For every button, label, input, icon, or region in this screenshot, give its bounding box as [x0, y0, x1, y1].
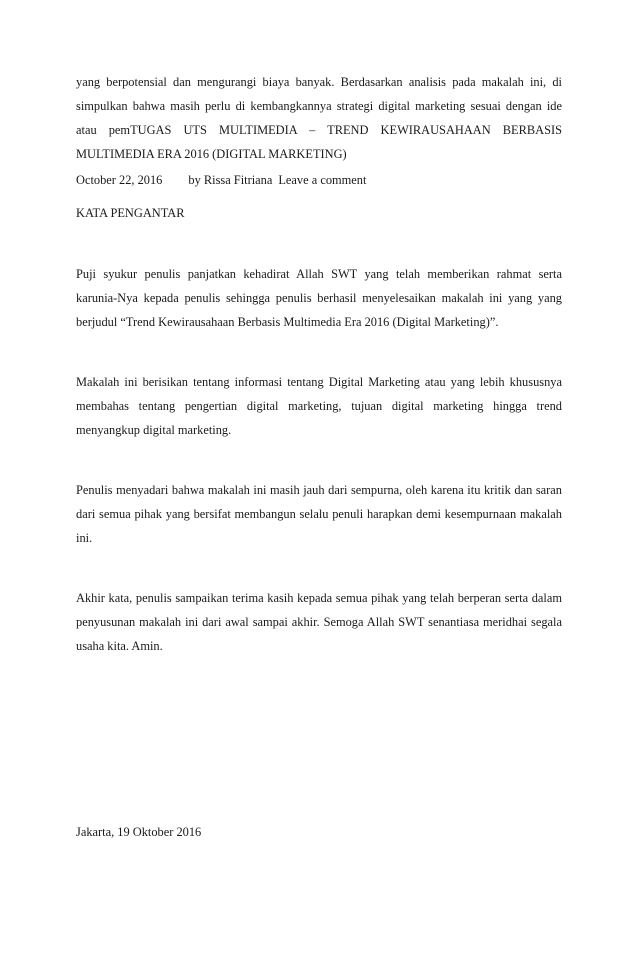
post-meta [76, 170, 366, 190]
intro-line: yang berpotensial dan mengurangi biaya banyak. Berdasarkan analisis pada makalah ini, di [76, 75, 562, 89]
body-paragraph [76, 262, 562, 334]
paragraph-line: Puji syukur penulis panjatkan kehadirat Allah SWT yang telah memberikan rahmat serta [76, 267, 562, 281]
closing-place-date: Jakarta, 19 Oktober 2016 [76, 825, 202, 839]
paragraph-line: karunia-Nya kepada penulis sehingga penulis berhasil menyelesaikan makalah ini yang yang [76, 291, 562, 305]
body-paragraph [76, 586, 562, 658]
body-paragraph [76, 478, 562, 550]
intro-paragraph [76, 70, 562, 166]
paragraph-line: Penulis menyadari bahwa makalah ini masih jauh dari sempurna, oleh karena itu kritik dan saran [76, 483, 562, 497]
paragraph-line: dari semua pihak yang bersifat membangun selalu penuli harapkan demi kesempurnaan makalah [76, 507, 562, 521]
paragraph-line: Makalah ini berisikan tentang informasi tentang Digital Marketing atau yang lebih khususnya [76, 375, 562, 389]
section-heading: KATA PENGANTAR [76, 206, 185, 220]
paragraph-line: Akhir kata, penulis sampaikan terima kasih kepada semua pihak yang telah berperan serta dalam [76, 591, 562, 605]
leave-comment-link[interactable]: Leave a comment [278, 173, 367, 187]
intro-line: MULTIMEDIA ERA 2016 (DIGITAL MARKETING) [76, 147, 347, 161]
paragraph-line: penyusunan makalah ini dari awal sampai akhir. Semoga Allah SWT senantiasa meridhai segala [76, 615, 562, 629]
post-date[interactable]: October 22, 2016 [76, 173, 163, 187]
paragraph-line: membahas tentang pengertian digital marketing, tujuan digital marketing hingga trend [76, 399, 562, 413]
paragraph-line: menyangkup digital marketing. [76, 423, 232, 437]
post-author[interactable]: by Rissa Fitriana [188, 173, 273, 187]
intro-line: simpulkan bahwa masih perlu di kembangkannya strategi digital marketing sesuai dengan ide [76, 99, 562, 113]
intro-line: atau pemTUGAS UTS MULTIMEDIA – TREND KEWIRAUSAHAAN BERBASIS [76, 123, 562, 137]
paragraph-line: berjudul “Trend Kewirausahaan Berbasis Multimedia Era 2016 (Digital Marketing)”. [76, 315, 499, 329]
paragraph-line: ini. [76, 531, 93, 545]
paragraph-line: usaha kita. Amin. [76, 639, 163, 653]
body-paragraph [76, 370, 562, 442]
